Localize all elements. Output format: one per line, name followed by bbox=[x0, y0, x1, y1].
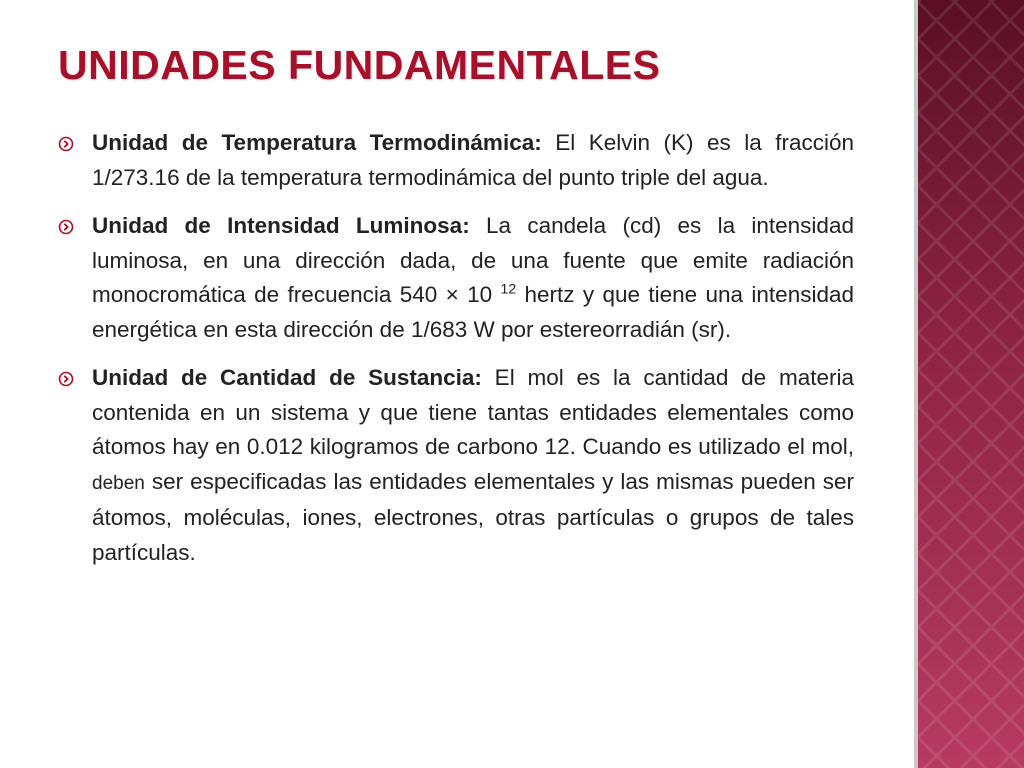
bullet-term: Unidad de Cantidad de Sustancia: bbox=[92, 365, 482, 390]
bullet-body-start: La candela (cd) es la intensidad luminosa, en una dirección dada, de una fuente que emite radiación monocromática de frecuencia 540 × 10 bbox=[92, 213, 854, 307]
small-word: deben bbox=[92, 472, 145, 494]
bullet-item-substance bbox=[58, 361, 854, 570]
bullet-term: Unidad de Temperatura Termodinámica: bbox=[92, 130, 542, 155]
bullet-text bbox=[92, 361, 854, 570]
diamond-pattern bbox=[918, 0, 1024, 768]
bullet-text bbox=[92, 209, 854, 347]
bullet-list bbox=[58, 126, 854, 584]
bullet-item-temperature bbox=[58, 126, 854, 195]
bullet-body-end: ser especificadas las entidades elementales y las mismas pueden ser átomos, moléculas, iones, electrones, otras partículas o grupos de tales partículas. bbox=[92, 468, 854, 565]
bullet-body-start: El mol es la cantidad de materia contenida en un sistema y que tiene tantas entidades elementales como átomos hay en 0.012 kilogramos de carbono 12. Cuando es utilizado el mol, bbox=[92, 365, 854, 459]
circle-arrow-icon bbox=[58, 209, 92, 235]
exponent: 12 bbox=[500, 280, 517, 297]
bullet-body-end: hertz y que tiene una intensidad energética en esta dirección de 1/683 W por estereorradián (sr). bbox=[92, 282, 855, 342]
circle-arrow-icon bbox=[58, 361, 92, 387]
decorative-side-panel bbox=[914, 0, 1024, 768]
slide-title: UNIDADES FUNDAMENTALES bbox=[58, 42, 661, 88]
bullet-body: El Kelvin (K) es la fracción 1/273.16 de la temperatura termodinámica del punto triple del agua. bbox=[92, 130, 854, 190]
circle-arrow-icon bbox=[58, 126, 92, 152]
bullet-item-luminous bbox=[58, 209, 854, 347]
bullet-term: Unidad de Intensidad Luminosa: bbox=[92, 213, 470, 238]
bullet-text bbox=[92, 126, 854, 195]
